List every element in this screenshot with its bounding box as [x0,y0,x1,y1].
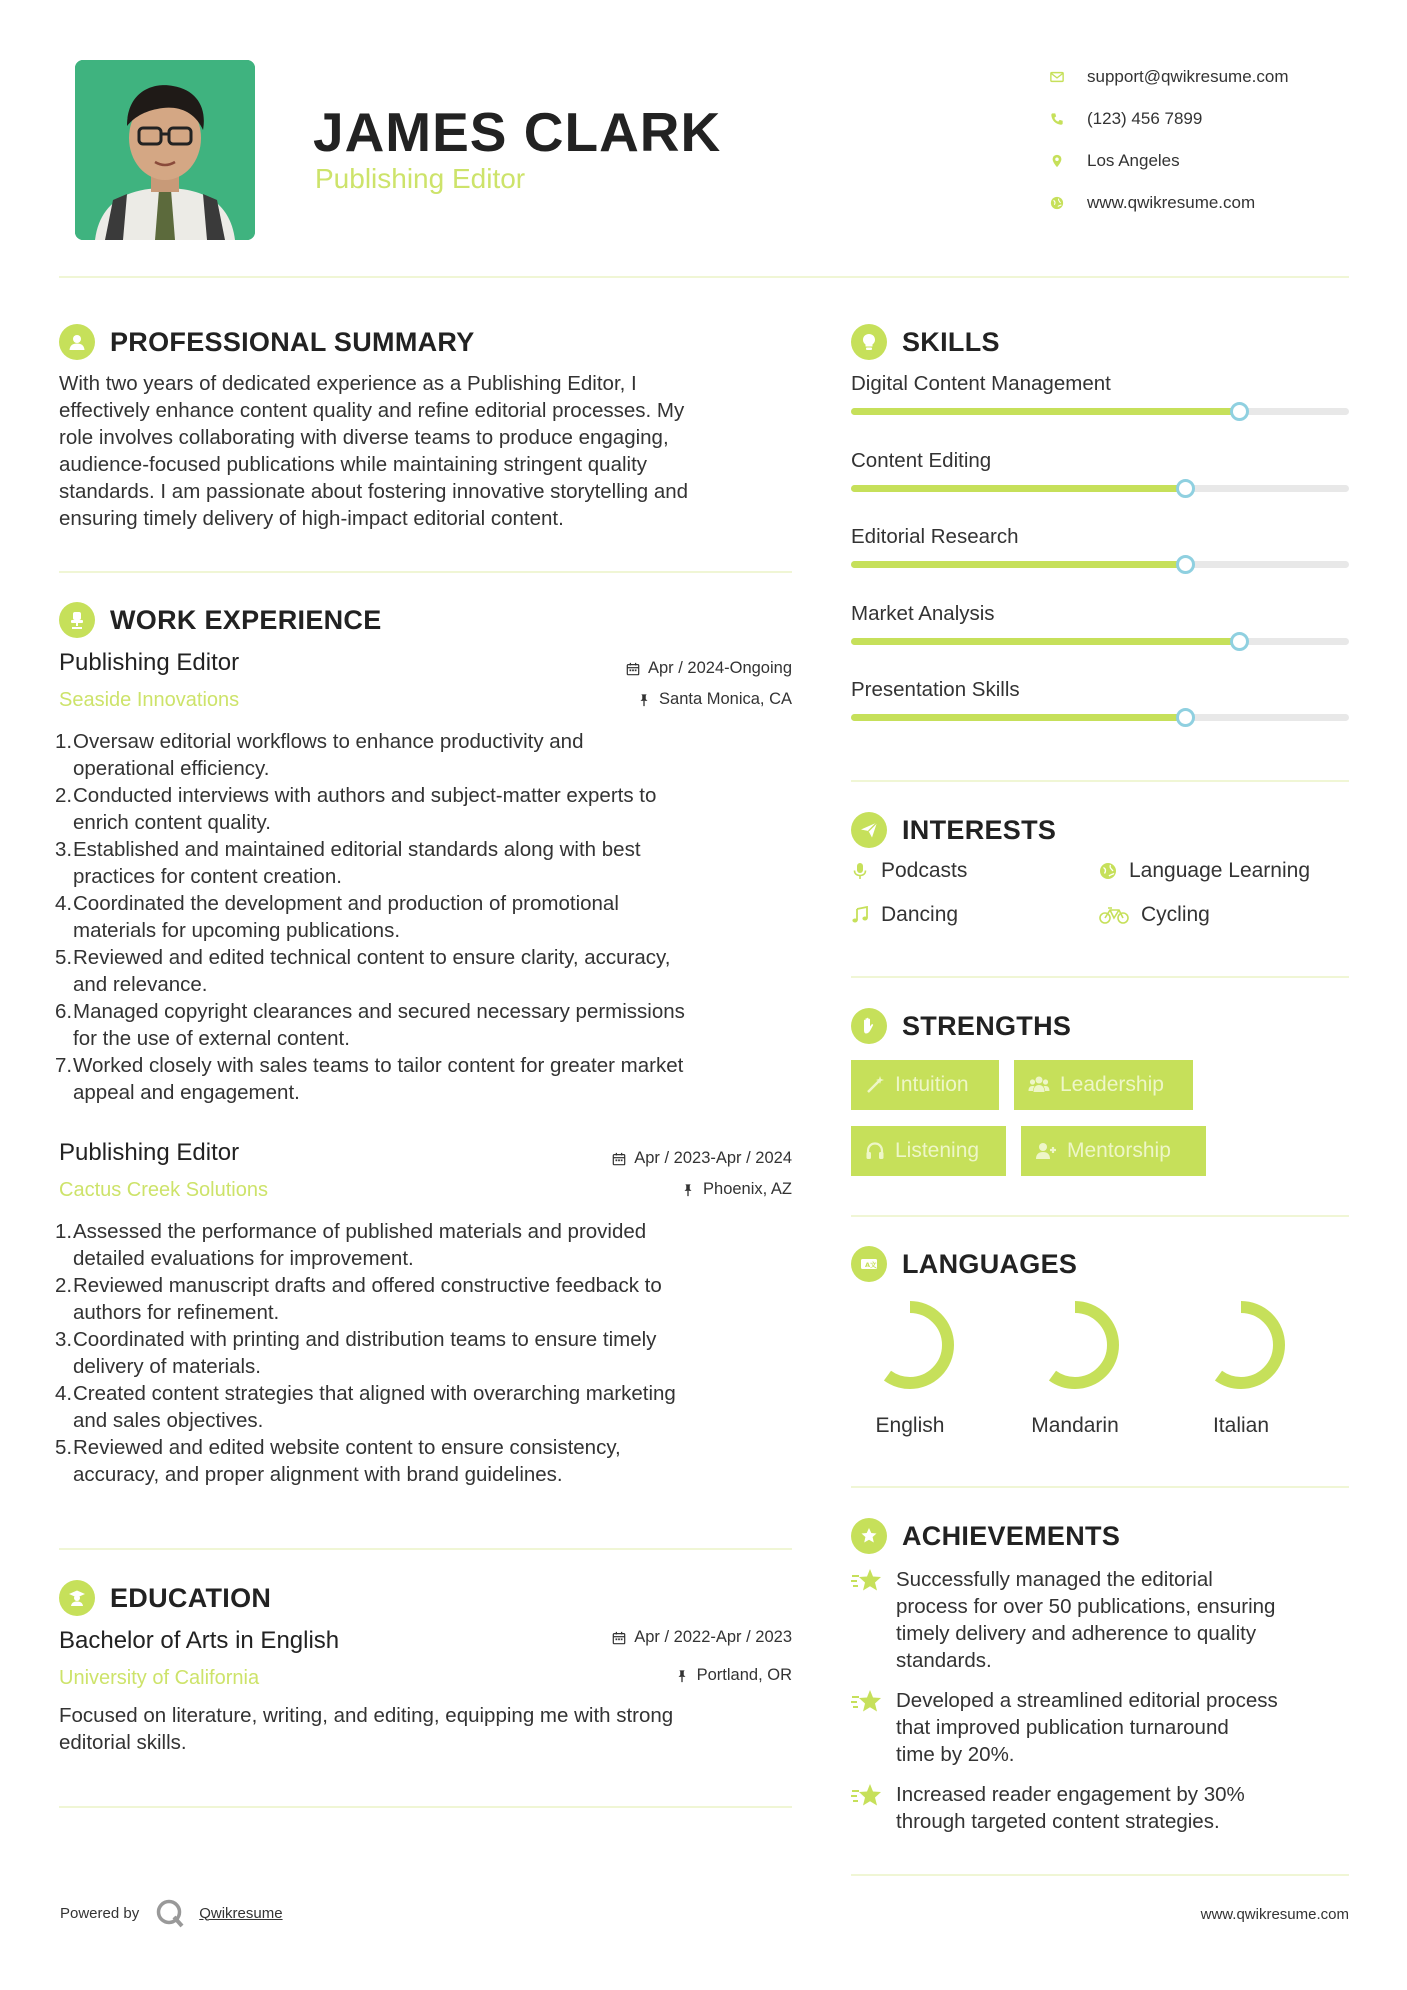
candidate-name: JAMES CLARK [313,101,722,163]
contact-website[interactable] [1050,182,1370,224]
list-item: 3.Coordinated with printing and distribution teams to ensure timely delivery of materials. [55,1328,657,1378]
language-icon [851,1246,887,1282]
strength-listening: Listening [851,1126,1006,1176]
skill-bar [851,638,1349,645]
skill-bar-knob [1176,555,1195,574]
skill-name: Presentation Skills [851,678,1020,701]
education-description: Focused on literature, writing, and editing, equipping me with strong editorial skills. [59,1704,674,1754]
education-heading: EDUCATION [59,1580,271,1616]
calendar-icon [612,1152,626,1166]
job-1-duties [55,728,800,1106]
star-icon [851,1566,896,1674]
contact-list [1050,56,1370,224]
languages-divider [851,1486,1349,1488]
skill-bar [851,561,1349,568]
skill-bar-knob [1230,632,1249,651]
skill-bar-fill [851,714,1185,721]
summary-divider [59,571,792,573]
education-divider [59,1806,792,1808]
experience-divider [59,1548,792,1550]
star-badge-icon [851,1518,887,1554]
paper-plane-icon [851,812,887,848]
list-item: 3.Established and maintained editorial standards along with best practices for content creation. [55,838,641,888]
user-icon [59,324,95,360]
skill-bar-fill [851,408,1239,415]
skill-name: Content Editing [851,448,992,472]
skill-bar [851,485,1349,492]
list-item: 4.Created content strategies that aligned with overarching marketing and sales objectives. [55,1382,676,1432]
strength-mentorship: Mentorship [1021,1126,1206,1176]
microphone-icon [851,862,881,880]
lightbulb-icon [851,324,887,360]
summary-text: With two years of dedicated experience as a Publishing Editor, I effectively enhance content quality and refine editorial processes. My role involves collaborating with diverse teams to produce engaging, audience-focused publications while maintaining stringent quality standards. I am passionate about fostering innovative storytelling and ensuring timely delivery of high-impact editorial content. [59,372,689,530]
list-item: 5.Reviewed and edited technical content to ensure clarity, accuracy, and relevance. [55,946,671,996]
users-icon [1028,1075,1050,1095]
skill-bar [851,408,1349,415]
list-item: 2.Conducted interviews with authors and subject-matter experts to enrich content quality. [55,784,657,834]
pushpin-icon [675,1669,689,1683]
skills-divider [851,780,1349,782]
globe-icon [1099,862,1129,880]
list-item: 5.Reviewed and edited website content to ensure consistency, accuracy, and proper alignment with brand guidelines. [55,1436,621,1486]
job-2-role: Publishing Editor [59,1139,240,1166]
headphones-icon [865,1141,885,1161]
footer-powered-by: Powered by Qwikresume [60,1898,283,1928]
skill-bar-fill [851,638,1239,645]
skill-bar-fill [851,485,1185,492]
qwikresume-link[interactable]: Qwikresume [199,1904,283,1922]
strengths-heading: STRENGTHS [851,1008,1071,1044]
qwikresume-logo-icon [155,1898,185,1928]
achievement-item: Developed a streamlined editorial process that improved publication turnaround time by 20%. [851,1687,1351,1768]
contact-phone-text: (123) 456 7899 [1087,109,1203,128]
skill-item [851,449,1349,492]
magic-wand-icon [865,1075,885,1095]
job-2-company: Cactus Creek Solutions [59,1179,268,1201]
star-icon [851,1687,896,1768]
language-level-arc [1203,1307,1279,1383]
list-item: 4.Coordinated the development and production of promotional materials for upcoming publications. [55,892,619,942]
calendar-icon [626,662,640,676]
language-level-ring [865,1300,955,1390]
language-level-arc [872,1307,948,1383]
education-location: Portland, OR [675,1666,792,1685]
hand-icon [851,1008,887,1044]
skill-item [851,525,1349,568]
skill-item [851,372,1349,415]
skill-name: Digital Content Management [851,372,1111,395]
svg-text:文: 文 [870,1261,877,1269]
contact-website-text: www.qwikresume.com [1087,193,1256,212]
list-item: 1.Assessed the performance of published materials and provided detailed evaluations for improvement. [55,1220,647,1270]
interest-language-learning: Language Learning [1099,859,1310,883]
user-plus-icon [1035,1141,1057,1161]
experience-heading: WORK EXPERIENCE [59,602,382,638]
skill-bar-knob [1230,402,1249,421]
interest-dancing: Dancing [851,903,958,927]
skill-bar-knob [1176,479,1195,498]
language-name: English [875,1414,945,1437]
list-item: 7.Worked closely with sales teams to tailor content for greater market appeal and engagement. [55,1054,684,1104]
language-level-ring [1030,1300,1120,1390]
contact-phone[interactable] [1050,98,1370,140]
skill-item [851,678,1349,721]
job-1-company: Seaside Innovations [59,689,240,711]
education-dates: Apr / 2022-Apr / 2023 [612,1628,792,1647]
achievements-heading: ACHIEVEMENTS [851,1518,1120,1554]
strength-leadership: Leadership [1014,1060,1193,1110]
skill-bar-knob [1176,708,1195,727]
header-divider [59,276,1349,278]
skill-item [851,602,1349,645]
graduate-icon [59,1580,95,1616]
music-note-icon [851,906,881,924]
strengths-divider [851,1215,1349,1217]
language-item [1005,1300,1145,1438]
language-name: Mandarin [1031,1414,1119,1437]
chair-icon [59,602,95,638]
globe-icon [1050,196,1087,210]
pushpin-icon [637,693,651,707]
footer-url[interactable]: www.qwikresume.com [1200,1906,1349,1923]
candidate-title: Publishing Editor [315,163,526,194]
envelope-icon [1050,70,1087,84]
interests-divider [851,976,1349,978]
education-school: University of California [59,1667,260,1689]
languages-heading: A 文 LANGUAGES [851,1246,1077,1282]
skills-heading: SKILLS [851,324,1000,360]
interests-heading: INTERESTS [851,812,1056,848]
contact-location-text: Los Angeles [1087,151,1180,170]
list-item: 1.Oversaw editorial workflows to enhance productivity and operational efficiency. [55,730,584,780]
language-level-arc [1037,1307,1113,1383]
svg-text:A: A [865,1261,871,1269]
star-icon [851,1781,896,1835]
calendar-icon [612,1631,626,1645]
interest-cycling: Cycling [1099,903,1210,927]
contact-email-text: support@qwikresume.com [1087,67,1289,86]
achievement-item: Increased reader engagement by 30% through targeted content strategies. [851,1781,1351,1835]
job-1-location: Santa Monica, CA [637,690,792,709]
language-item [1171,1300,1311,1438]
achievements-divider [851,1874,1349,1876]
list-item: 2.Reviewed manuscript drafts and offered constructive feedback to authors for refinement. [55,1274,662,1324]
language-level-ring [1196,1300,1286,1390]
phone-icon [1050,112,1087,126]
language-name: Italian [1212,1414,1270,1437]
summary-heading: PROFESSIONAL SUMMARY [59,324,475,360]
achievement-item: Successfully managed the editorial process for over 50 publications, ensuring timely delivery and adherence to quality standards. [851,1566,1351,1674]
skill-bar-fill [851,561,1185,568]
list-item: 6.Managed copyright clearances and secured necessary permissions for the use of external content. [55,1000,685,1050]
job-1-dates: Apr / 2024-Ongoing [626,659,792,678]
job-2-duties [55,1218,800,1488]
skill-name: Editorial Research [851,525,1019,548]
education-degree: Bachelor of Arts in English [59,1627,340,1654]
contact-location [1050,140,1370,182]
bicycle-icon [1099,906,1141,924]
interest-podcasts: Podcasts [851,859,967,883]
skill-name: Market Analysis [851,601,995,625]
profile-photo [75,60,255,240]
strength-intuition: Intuition [851,1060,999,1110]
language-item [840,1300,980,1438]
skill-bar [851,714,1349,721]
map-pin-icon [1050,154,1087,168]
job-2-dates: Apr / 2023-Apr / 2024 [612,1149,792,1168]
contact-email[interactable] [1050,56,1370,98]
job-2-location: Phoenix, AZ [681,1180,792,1199]
pushpin-icon [681,1183,695,1197]
job-1-role: Publishing Editor [59,649,240,676]
